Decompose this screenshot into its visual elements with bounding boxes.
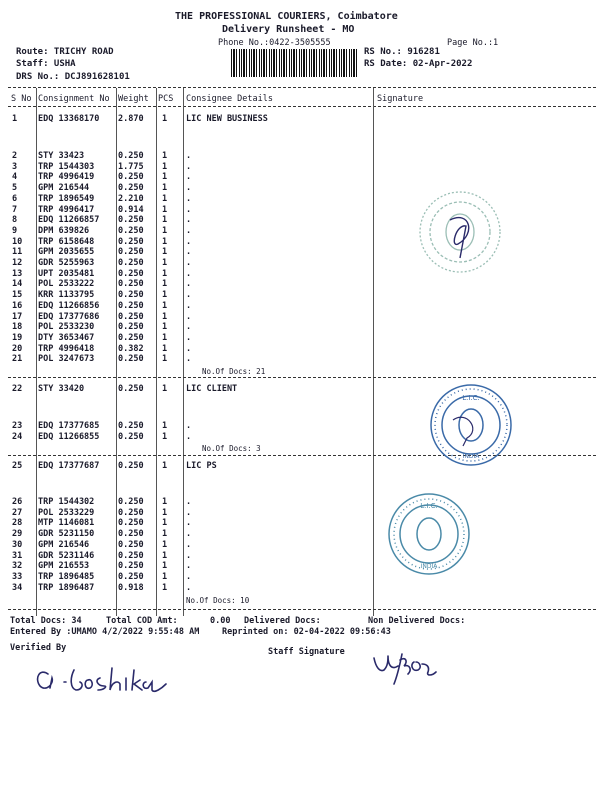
staff-signature-label: Staff Signature (268, 647, 345, 657)
pieces: 1 (162, 279, 168, 290)
pieces: 1 (162, 507, 168, 518)
serial-number: 6 (12, 193, 18, 204)
svg-text:L.I.C.: L.I.C. (462, 394, 480, 402)
serial-number: 7 (12, 204, 18, 215)
consignee-detail: . (186, 311, 192, 322)
serial-number: 11 (12, 247, 23, 258)
rs-date: RS Date: 02-Apr-2022 (364, 59, 473, 69)
weight: 0.382 (118, 343, 144, 354)
consignee-detail: . (186, 183, 192, 194)
consignment-number: TRP 6158648 (38, 236, 95, 247)
consignment-number: STY 33420 (38, 384, 85, 394)
weight: 0.250 (118, 461, 144, 471)
divider (8, 106, 596, 107)
consignment-number: KRR 1133795 (38, 290, 95, 301)
pieces: 1 (162, 311, 168, 322)
consignee-detail: . (186, 561, 192, 572)
weight: 0.250 (118, 322, 144, 333)
serial-number: 14 (12, 279, 23, 290)
consignee-detail: . (186, 258, 192, 268)
consignment-number: EDQ 17377686 (38, 311, 100, 322)
weight: 0.250 (118, 354, 144, 365)
serial-number: 8 (12, 215, 18, 226)
pieces: 1 (162, 151, 168, 161)
serial-number: 30 (12, 539, 23, 550)
consignment-number: TRP 1896487 (38, 582, 95, 593)
pieces: 1 (162, 300, 168, 311)
pieces: 1 (162, 461, 168, 471)
pieces: 1 (162, 215, 168, 226)
consignment-number: TRP 1544303 (38, 161, 95, 172)
consignment-number: GPM 216544 (38, 183, 90, 194)
total-docs: Total Docs: 34 (10, 616, 82, 626)
pieces: 1 (162, 183, 168, 194)
weight: 2.870 (118, 114, 144, 124)
consignment-number: STY 33423 (38, 151, 85, 161)
consignee-detail: . (186, 507, 192, 518)
consignment-number: EDQ 11266856 (38, 300, 100, 311)
consignee-detail: . (186, 518, 192, 529)
consignment-number: EDQ 11266857 (38, 215, 100, 226)
consignment-number: POL 2533230 (38, 322, 95, 333)
consignee-detail: . (186, 225, 192, 236)
serial-number: 13 (12, 268, 23, 279)
lic-stamp-icon (423, 380, 519, 470)
pieces: 1 (162, 561, 168, 572)
pieces: 1 (162, 332, 168, 343)
divider (8, 609, 596, 610)
col-signature: Signature (377, 94, 424, 104)
consignee-detail: . (186, 215, 192, 226)
lic-stamp-icon (410, 186, 510, 278)
consignee-detail: . (186, 161, 192, 172)
col-consignee: Consignee Details (186, 94, 273, 104)
consignment-number: EDQ 17377685 (38, 421, 100, 431)
serial-number: 23 (12, 421, 23, 431)
consignee-detail: . (186, 290, 192, 301)
consignment-number: POL 3247673 (38, 354, 95, 365)
serial-number: 10 (12, 236, 23, 247)
consignee-detail: . (186, 204, 192, 215)
svg-text:INDIA: INDIA (420, 563, 438, 570)
pieces: 1 (162, 236, 168, 247)
weight: 0.250 (118, 258, 144, 268)
serial-number: 15 (12, 290, 23, 301)
serial-number: 18 (12, 322, 23, 333)
weight: 0.250 (118, 507, 144, 518)
consignee-detail: . (186, 279, 192, 290)
weight: 0.250 (118, 561, 144, 572)
column-line (156, 88, 157, 616)
weight: 0.250 (118, 311, 144, 322)
serial-number: 9 (12, 225, 18, 236)
consignment-number: UPT 2035481 (38, 268, 95, 279)
pieces: 1 (162, 225, 168, 236)
pieces: 1 (162, 529, 168, 540)
sheet-title: Delivery Runsheet - MO (222, 24, 355, 35)
consignment-number: EDQ 17377687 (38, 461, 100, 471)
weight: 0.914 (118, 204, 144, 215)
staff: Staff: USHA (16, 59, 76, 69)
pieces: 1 (162, 114, 168, 124)
pieces: 1 (162, 258, 168, 268)
consignee-detail: . (186, 571, 192, 582)
consignment-number: TRP 4996418 (38, 343, 95, 354)
consignment-number: TRP 4996417 (38, 204, 95, 215)
weight: 0.250 (118, 172, 144, 183)
serial-number: 32 (12, 561, 23, 572)
consignee-detail: . (186, 582, 192, 593)
column-line (36, 88, 37, 616)
total-cod-label: Total COD Amt: (106, 616, 178, 626)
serial-number: 21 (12, 354, 23, 365)
serial-number: 27 (12, 507, 23, 518)
weight: 0.250 (118, 550, 144, 561)
serial-number: 1 (12, 114, 18, 124)
pieces: 1 (162, 290, 168, 301)
pieces: 1 (162, 343, 168, 354)
weight: 0.250 (118, 151, 144, 161)
rs-number: RS No.: 916281 (364, 47, 440, 57)
consignee-detail: . (186, 172, 192, 183)
consignment-number: GPM 216553 (38, 561, 90, 572)
consignment-number: TRP 1896549 (38, 193, 95, 204)
consignee-detail: . (186, 151, 192, 161)
consignment-number: EDQ 11266855 (38, 431, 100, 442)
consignee-detail: . (186, 236, 192, 247)
entered-by: Entered By :UMAMO 4/2/2022 9:55:48 AM (10, 627, 200, 637)
consignment-number: DTY 3653467 (38, 332, 95, 343)
page-number: Page No.:1 (447, 38, 499, 48)
pieces: 1 (162, 161, 168, 172)
consignee-name: LIC NEW BUSINESS (186, 114, 268, 124)
serial-number: 2 (12, 151, 18, 161)
weight: 0.250 (118, 571, 144, 582)
consignment-number: TRP 1544302 (38, 497, 95, 507)
serial-number: 16 (12, 300, 23, 311)
weight: 0.250 (118, 518, 144, 529)
consignment-number: GPM 216546 (38, 539, 90, 550)
lic-stamp-icon (383, 488, 475, 580)
serial-number: 24 (12, 431, 23, 442)
column-line (116, 88, 117, 616)
pieces: 1 (162, 204, 168, 215)
weight: 0.250 (118, 279, 144, 290)
consignee-detail: . (186, 193, 192, 204)
weight: 1.775 (118, 161, 144, 172)
consignment-number: MTP 1146081 (38, 518, 95, 529)
pieces: 1 (162, 497, 168, 507)
docs-count: No.Of Docs: 10 (186, 596, 250, 605)
docs-count: No.Of Docs: 3 (202, 444, 261, 453)
divider (8, 87, 596, 88)
serial-number: 20 (12, 343, 23, 354)
weight: 0.250 (118, 497, 144, 507)
col-consignment: Consignment No (38, 94, 110, 104)
pieces: 1 (162, 550, 168, 561)
consignee-detail: . (186, 421, 192, 431)
pieces: 1 (162, 322, 168, 333)
consignee-detail: . (186, 529, 192, 540)
col-sno: S No (11, 94, 32, 104)
non-delivered-docs: Non Delivered Docs: (368, 616, 466, 626)
serial-number: 5 (12, 183, 18, 194)
col-pcs: PCS (158, 94, 174, 104)
weight: 0.250 (118, 529, 144, 540)
consignee-detail: . (186, 539, 192, 550)
serial-number: 19 (12, 332, 23, 343)
pieces: 1 (162, 539, 168, 550)
serial-number: 12 (12, 258, 23, 268)
serial-number: 3 (12, 161, 18, 172)
consignment-number: GPM 2035655 (38, 247, 95, 258)
serial-number: 22 (12, 384, 23, 394)
weight: 0.250 (118, 431, 144, 442)
weight: 2.210 (118, 193, 144, 204)
consignee-name: LIC CLIENT (186, 384, 238, 394)
reprinted-on: Reprinted on: 02-04-2022 09:56:43 (222, 627, 391, 637)
column-line (183, 88, 184, 616)
consignee-detail: . (186, 550, 192, 561)
consignee-detail: . (186, 497, 192, 507)
pieces: 1 (162, 431, 168, 442)
pieces: 1 (162, 421, 168, 431)
consignment-number: EDQ 13368170 (38, 114, 100, 124)
drs-number: DRS No.: DCJ891628101 (16, 72, 130, 82)
consignment-number: DPM 639826 (38, 225, 90, 236)
total-cod-value: 0.00 (210, 616, 231, 626)
consignment-number: POL 2533229 (38, 507, 95, 518)
consignment-number: GDR 5231150 (38, 529, 95, 540)
pieces: 1 (162, 582, 168, 593)
consignment-number: TRP 1896485 (38, 571, 95, 582)
serial-number: 29 (12, 529, 23, 540)
verifier-signature-icon (30, 660, 170, 696)
pieces: 1 (162, 247, 168, 258)
serial-number: 28 (12, 518, 23, 529)
consignee-detail: . (186, 247, 192, 258)
svg-text:L.I.C.: L.I.C. (420, 502, 438, 510)
weight: 0.250 (118, 384, 144, 394)
barcode (231, 49, 357, 77)
consignee-detail: . (186, 300, 192, 311)
company-name: THE PROFESSIONAL COURIERS, Coimbatore (175, 11, 398, 22)
consignee-detail: . (186, 354, 192, 365)
weight: 0.250 (118, 300, 144, 311)
weight: 0.918 (118, 582, 144, 593)
consignee-detail: . (186, 343, 192, 354)
pieces: 1 (162, 518, 168, 529)
pieces: 1 (162, 384, 168, 394)
weight: 0.250 (118, 268, 144, 279)
delivered-docs: Delivered Docs: (244, 616, 321, 626)
phone-number: Phone No.:0422-3505555 (218, 38, 331, 48)
weight: 0.250 (118, 183, 144, 194)
weight: 0.250 (118, 236, 144, 247)
pieces: 1 (162, 354, 168, 365)
weight: 0.250 (118, 215, 144, 226)
consignment-number: GDR 5255963 (38, 258, 95, 268)
serial-number: 25 (12, 461, 23, 471)
verified-by: Verified By (10, 643, 67, 653)
pieces: 1 (162, 268, 168, 279)
consignment-number: GDR 5231146 (38, 550, 95, 561)
weight: 0.250 (118, 539, 144, 550)
weight: 0.250 (118, 290, 144, 301)
docs-count: No.Of Docs: 21 (202, 367, 266, 376)
pieces: 1 (162, 172, 168, 183)
route: Route: TRICHY ROAD (16, 47, 114, 57)
weight: 0.250 (118, 225, 144, 236)
consignee-detail: . (186, 332, 192, 343)
serial-number: 4 (12, 172, 18, 183)
consignee-detail: . (186, 268, 192, 279)
serial-number: 26 (12, 497, 23, 507)
col-weight: Weight (118, 94, 149, 104)
consignment-number: TRP 4996419 (38, 172, 95, 183)
weight: 0.250 (118, 332, 144, 343)
serial-number: 17 (12, 311, 23, 322)
staff-signature-icon (370, 650, 440, 690)
pieces: 1 (162, 571, 168, 582)
serial-number: 31 (12, 550, 23, 561)
weight: 0.250 (118, 421, 144, 431)
column-line (373, 88, 374, 616)
consignee-name: LIC PS (186, 461, 217, 471)
group-divider (8, 377, 596, 378)
svg-text:INDIA: INDIA (462, 453, 480, 460)
consignee-detail: . (186, 322, 192, 333)
weight: 0.250 (118, 247, 144, 258)
consignee-detail: . (186, 431, 192, 442)
serial-number: 33 (12, 571, 23, 582)
consignment-number: POL 2533222 (38, 279, 95, 290)
serial-number: 34 (12, 582, 23, 593)
pieces: 1 (162, 193, 168, 204)
